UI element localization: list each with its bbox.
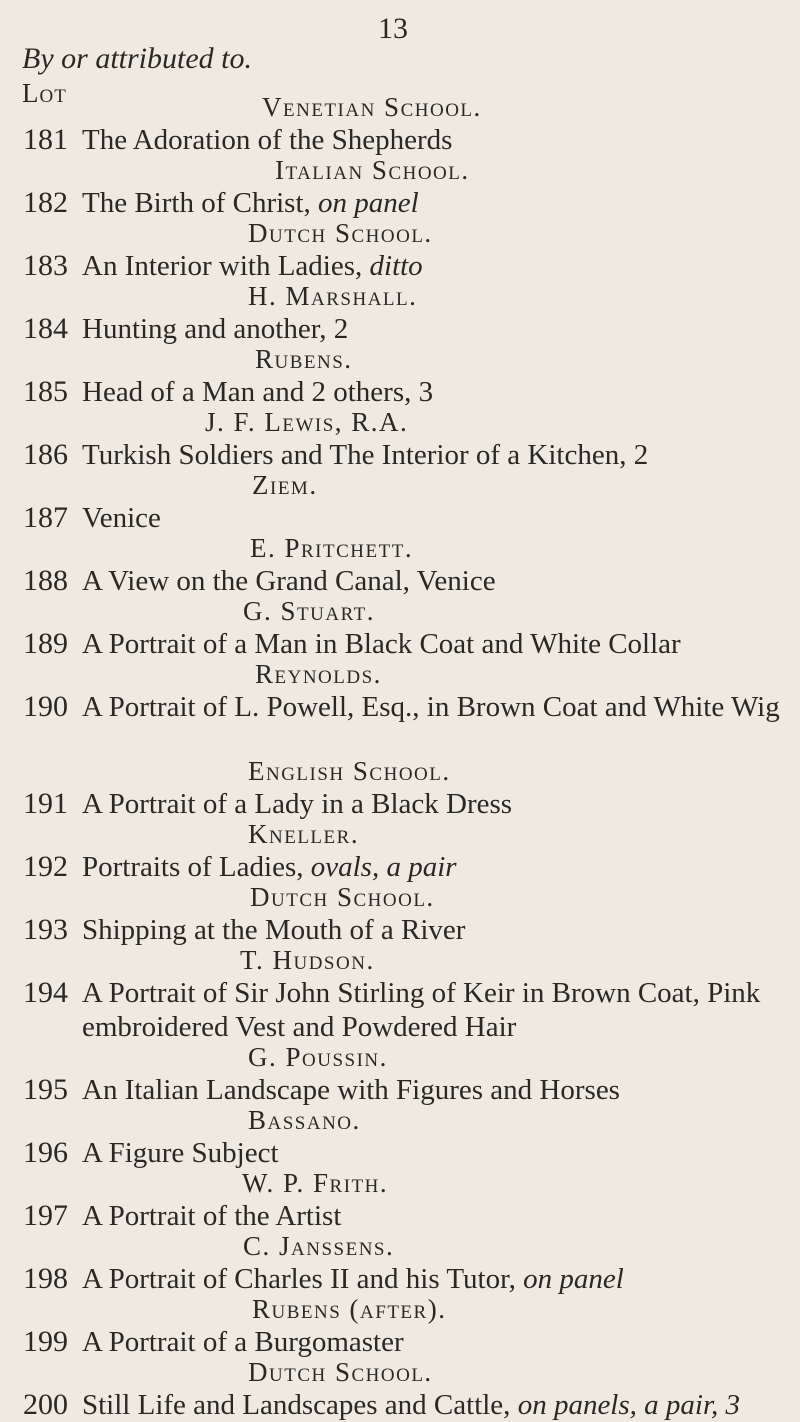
lot-number: 191	[23, 787, 68, 820]
lot-note: on panels, a pair, 3	[517, 1389, 741, 1421]
lot-attribution: J. F. Lewis, R.A.	[205, 407, 409, 437]
lot-number: 192	[23, 850, 68, 883]
lot-title-text: Venice	[82, 502, 161, 534]
lot-title	[82, 501, 792, 535]
lot-title	[82, 186, 792, 220]
lot-number: 193	[23, 913, 68, 946]
lot-title	[82, 1073, 792, 1107]
lot-attribution: E. Pritchett.	[250, 533, 414, 563]
lot-title-text: Head of a Man and 2 others, 3	[82, 376, 434, 408]
lot-title	[82, 1262, 792, 1296]
lot-note: ovals, a pair	[310, 851, 457, 883]
lot-number: 197	[23, 1199, 68, 1232]
lot-attribution: W. P. Frith.	[242, 1168, 389, 1198]
lot-number: 199	[23, 1325, 68, 1358]
lot-note: on panel	[523, 1263, 624, 1295]
lot-note: on panel	[318, 187, 419, 219]
lot-title	[82, 850, 792, 884]
lot-title	[82, 438, 792, 472]
lot-number: 186	[23, 438, 68, 471]
lot-number: 187	[23, 501, 68, 534]
lot-title	[82, 1136, 792, 1170]
lot-number: 184	[23, 312, 68, 345]
lot-title-text: A Portrait of a Lady in a Black Dress	[82, 788, 513, 820]
lot-attribution: T. Hudson.	[240, 945, 375, 975]
lot-title-text: A Portrait of Charles II and his Tutor,	[82, 1263, 516, 1295]
lot-number: 181	[23, 123, 68, 156]
lot-attribution: G. Stuart.	[243, 596, 375, 626]
lot-title-text: The Adoration of the Shepherds	[82, 124, 453, 156]
lot-attribution: Dutch School.	[248, 218, 433, 248]
lot-number: 194	[23, 976, 68, 1009]
lot-number: 200	[23, 1388, 68, 1421]
lot-title-text: Portraits of Ladies,	[82, 851, 304, 883]
lot-title-text: A Portrait of Sir John Stirling of Keir in Brown Coat, Pink embroidered Vest and Powdered Hair	[82, 977, 761, 1043]
lot-title-text: A Portrait of a Burgomaster	[82, 1326, 404, 1358]
lot-attribution: Ziem.	[252, 470, 318, 500]
lot-number: 198	[23, 1262, 68, 1295]
lot-title	[82, 787, 792, 821]
lot-title	[82, 1325, 792, 1359]
lot-number: 183	[23, 249, 68, 282]
lot-attribution: Italian School.	[275, 155, 470, 185]
lot-title-text: Still Life and Landscapes and Cattle,	[82, 1389, 511, 1421]
lot-attribution: Rubens (after).	[252, 1294, 447, 1324]
lot-title-text: The Birth of Christ,	[82, 187, 311, 219]
lot-attribution: Rubens.	[255, 344, 353, 374]
lot-attribution: H. Marshall.	[248, 281, 418, 311]
lot-attribution: Venetian School.	[262, 92, 482, 122]
lot-note: ditto	[369, 250, 423, 282]
lot-title	[82, 249, 792, 283]
lot-number: 188	[23, 564, 68, 597]
section-heading: By or attributed to.	[22, 42, 252, 75]
lot-attribution: Bassano.	[248, 1105, 361, 1135]
lot-title-text: A Portrait of the Artist	[82, 1200, 342, 1232]
lot-title-text: Hunting and another, 2	[82, 313, 349, 345]
lot-title	[82, 1199, 792, 1233]
lot-title	[82, 1388, 792, 1422]
lot-attribution: Dutch School.	[250, 882, 435, 912]
page-number: 13	[378, 12, 408, 45]
lot-attribution: Dutch School.	[248, 1357, 433, 1387]
lot-number: 190	[23, 690, 68, 723]
lot-number: 195	[23, 1073, 68, 1106]
lot-number: 196	[23, 1136, 68, 1169]
lot-attribution: G. Poussin.	[248, 1042, 388, 1072]
lot-title	[82, 564, 792, 598]
lot-column-label: Lot	[22, 78, 67, 108]
lot-title	[82, 312, 792, 346]
lot-title	[82, 627, 792, 661]
lot-number: 185	[23, 375, 68, 408]
lot-title-text: Shipping at the Mouth of a River	[82, 914, 466, 946]
lot-attribution: English School.	[248, 756, 451, 786]
lot-title	[82, 690, 792, 724]
lot-title-text: An Italian Landscape with Figures and Horses	[82, 1074, 620, 1106]
lot-title-text: A Figure Subject	[82, 1137, 279, 1169]
lot-title-text: An Interior with Ladies,	[82, 250, 363, 282]
lot-title	[82, 913, 792, 947]
lot-title-text: Turkish Soldiers and The Interior of a Kitchen, 2	[82, 439, 649, 471]
lot-title-text: A View on the Grand Canal, Venice	[82, 565, 496, 597]
lot-number: 182	[23, 186, 68, 219]
lot-attribution: C. Janssens.	[243, 1231, 395, 1261]
lot-number: 189	[23, 627, 68, 660]
lot-title-text: A Portrait of a Man in Black Coat and White Collar	[82, 628, 681, 660]
lot-title	[82, 976, 792, 1044]
lot-attribution: Kneller.	[248, 819, 360, 849]
lot-title	[82, 375, 792, 409]
lot-title-text: A Portrait of L. Powell, Esq., in Brown Coat and White Wig	[82, 691, 780, 723]
lot-title	[82, 123, 792, 157]
lot-attribution: Reynolds.	[255, 659, 382, 689]
